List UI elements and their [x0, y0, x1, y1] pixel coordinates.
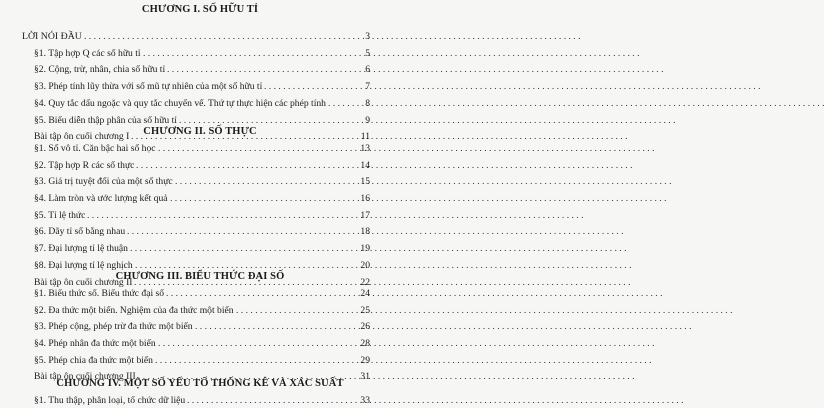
lesson-entry[interactable]	[0, 320, 400, 334]
page-number: 18	[360, 226, 370, 237]
dot-leader	[155, 354, 352, 368]
page-number: 26	[360, 321, 370, 332]
table-of-contents-page	[0, 0, 400, 406]
entry-label: §3. Phép tính lũy thừa với số mũ tự nhiên của một số hữu tỉ	[34, 81, 263, 92]
page-number: 16	[360, 193, 370, 204]
lesson-entry[interactable]	[0, 47, 400, 61]
preface-entry[interactable]	[0, 30, 400, 44]
page-number: 7	[365, 81, 370, 92]
lesson-entry[interactable]	[0, 97, 400, 111]
chapter-heading: CHƯƠNG III. BIỂU THỨC ĐẠI SỐ	[115, 271, 285, 282]
entry-label: LỜI NÓI ĐẦU	[22, 31, 82, 42]
page-number: 15	[360, 176, 370, 187]
entry-label: §3. Phép cộng, phép trừ đa thức một biến	[34, 321, 193, 332]
entry-label: §4. Phép nhân đa thức một biến	[34, 338, 156, 349]
lesson-entry[interactable]	[0, 287, 400, 301]
dot-leader	[236, 304, 352, 318]
chapter-heading: CHƯƠNG IV. MỘT SỐ YẾU TỐ THỐNG KÊ VÀ XÁC SUẤT	[56, 378, 344, 389]
lesson-entry[interactable]	[0, 192, 400, 206]
page-number: 8	[365, 98, 370, 109]
entry-label: §5. Phép chia đa thức một biến	[34, 355, 153, 366]
page-number: 29	[360, 355, 370, 366]
lesson-entry[interactable]	[0, 175, 400, 189]
dot-leader	[166, 287, 352, 301]
entry-label: §1. Số vô tỉ. Căn bậc hai số học	[34, 143, 156, 154]
page-number: 17	[360, 210, 370, 221]
entry-label: §6. Dãy tỉ số bằng nhau	[34, 226, 126, 237]
entry-label: §2. Cộng, trừ, nhân, chia số hữu tỉ	[34, 64, 166, 75]
entry-label: §8. Đại lượng tỉ lệ nghịch	[34, 260, 133, 271]
dot-leader	[158, 142, 352, 156]
page-number: 24	[360, 288, 370, 299]
entry-label: Bài tập ôn cuối chương II	[34, 277, 133, 288]
entry-label: Bài tập ôn cuối chương III	[34, 371, 136, 382]
entry-label: §3. Giá trị tuyệt đối của một số thực	[34, 176, 173, 187]
entry-label: §7. Đại lượng tỉ lệ thuận	[34, 243, 128, 254]
entry-label: §1. Tập hợp Q các số hữu tỉ	[34, 48, 141, 59]
entry-label: Bài tập ôn cuối chương I	[34, 131, 130, 142]
dot-leader	[127, 225, 352, 239]
page-number: 20	[360, 260, 370, 271]
page-number: 9	[365, 115, 370, 126]
lesson-entry[interactable]	[0, 142, 400, 156]
page-number: 3	[365, 31, 370, 42]
dot-leader	[158, 337, 352, 351]
page-number: 5	[365, 48, 370, 59]
entry-label: §5. Biểu diễn thập phân của số hữu tỉ	[34, 115, 177, 126]
page-number: 22	[360, 277, 370, 288]
dot-leader	[87, 209, 352, 223]
lesson-entry[interactable]	[0, 354, 400, 368]
lesson-entry[interactable]	[0, 394, 400, 408]
dot-leader	[84, 30, 352, 44]
entry-label: §4. Quy tắc dấu ngoặc và quy tắc chuyển vế. Thứ tự thực hiện các phép tính	[34, 98, 326, 109]
dot-leader	[195, 320, 352, 334]
page-number: 31	[360, 371, 370, 382]
lesson-entry[interactable]	[0, 242, 400, 256]
dot-leader	[143, 47, 352, 61]
lesson-entry[interactable]	[0, 80, 400, 94]
lesson-entry[interactable]	[0, 225, 400, 239]
page-number: 28	[360, 338, 370, 349]
page-number: 33	[360, 395, 370, 406]
entry-label: §1. Thu thập, phân loại, tổ chức dữ liệu	[34, 395, 186, 406]
page-number: 13	[360, 143, 370, 154]
entry-label: §2. Tập hợp R các số thực	[34, 160, 135, 171]
page-number: 14	[360, 160, 370, 171]
lesson-entry[interactable]	[0, 159, 400, 173]
page-number: 11	[360, 131, 370, 142]
dot-leader	[130, 242, 352, 256]
page-number: 6	[365, 64, 370, 75]
dot-leader	[175, 175, 352, 189]
lesson-entry[interactable]	[0, 337, 400, 351]
page-number: 19	[360, 243, 370, 254]
dot-leader	[187, 394, 352, 408]
entry-label: §1. Biểu thức số. Biểu thức đại số	[34, 288, 165, 299]
lesson-entry[interactable]	[0, 304, 400, 318]
lesson-entry[interactable]	[0, 209, 400, 223]
entry-label: §2. Đa thức một biến. Nghiệm của đa thức một biến	[34, 305, 234, 316]
chapter-heading: CHƯƠNG I. SỐ HỮU TỈ	[141, 4, 259, 15]
dot-leader	[170, 192, 352, 206]
dot-leader	[264, 80, 352, 94]
dot-leader	[167, 63, 352, 77]
entry-label: §4. Làm tròn và ước lượng kết quả	[34, 193, 168, 204]
dot-leader	[136, 159, 352, 173]
lesson-entry[interactable]	[0, 63, 400, 77]
page-number: 25	[360, 305, 370, 316]
entry-label: §5. Tỉ lệ thức	[34, 210, 86, 221]
chapter-heading: CHƯƠNG II. SỐ THỰC	[143, 126, 257, 137]
